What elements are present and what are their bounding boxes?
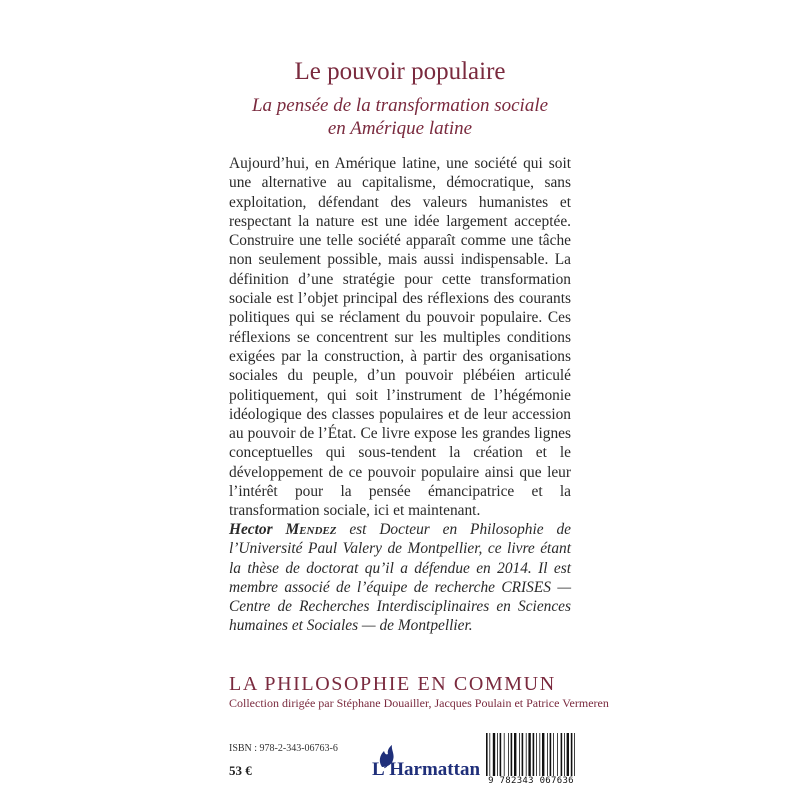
isbn: ISBN : 978-2-343-06763-6 (229, 743, 338, 754)
barcode-icon (482, 733, 580, 779)
blurb-paragraph: Aujourd’hui, en Amérique latine, une société qui soit une alternative au capitalisme, démocratique, sans exploitation, défendant des valeurs humanistes et respectant la nature est une idée largement acceptée. Construire une telle société apparaît comme une tâche non seulement possible, mais aussi indispensable. La définition d’une stratégie pour cette transformation sociale est l’objet principal des réflexions des courants politiques qui se réclament du pouvoir populaire. Ces réflexions se concentrent sur les multiples conditions exigées par la construction, à partir des organisations sociales du peuple, d’un pouvoir plébéien articulé politiquement, qui soit l’instrument de l’hégémonie idéologique des classes populaires et de leur accession au pouvoir de l’État. Ce livre expose les grandes lignes conceptuelles qui sous-tendent la création et le développement de ce pouvoir populaire ainsi que leur l’intérêt pour la pensée émancipatrice et la transformation sociale, ici et maintenant. (229, 155, 571, 520)
author-last-name: Mendez (285, 521, 337, 538)
barcode-number: 9 782343 067636 (482, 776, 580, 786)
book-title: Le pouvoir populaire (294, 58, 506, 85)
publisher-name: L’Harmattan (372, 759, 481, 780)
barcode (482, 733, 580, 788)
publisher-logo (368, 745, 481, 785)
author-bio-text: est Docteur en Philosophie de l’Université Paul Valery de Montpellier, ce livre étant la thèse de doctorat qu’il a défendue en 2014. Il est membre associé de l’équipe de recherche CRISES — Centre de Recherches Interdisciplinaires en Sciences humaines et Sociales — de Montpellier. (229, 521, 571, 635)
subtitle-line-2: en Amérique latine (327, 118, 473, 139)
author-name (229, 521, 336, 538)
series-editors: Collection dirigée par Stéphane Douailler, Jacques Poulain et Patrice Vermeren (229, 696, 609, 710)
subtitle-line-1: La pensée de la transformation sociale (251, 95, 549, 116)
author-first-name: Hector (229, 521, 286, 538)
series-title: LA PHILOSOPHIE EN COMMUN (229, 673, 556, 695)
book-subtitle (0, 94, 800, 140)
price: 53 € (229, 763, 252, 778)
author-bio (229, 520, 571, 636)
